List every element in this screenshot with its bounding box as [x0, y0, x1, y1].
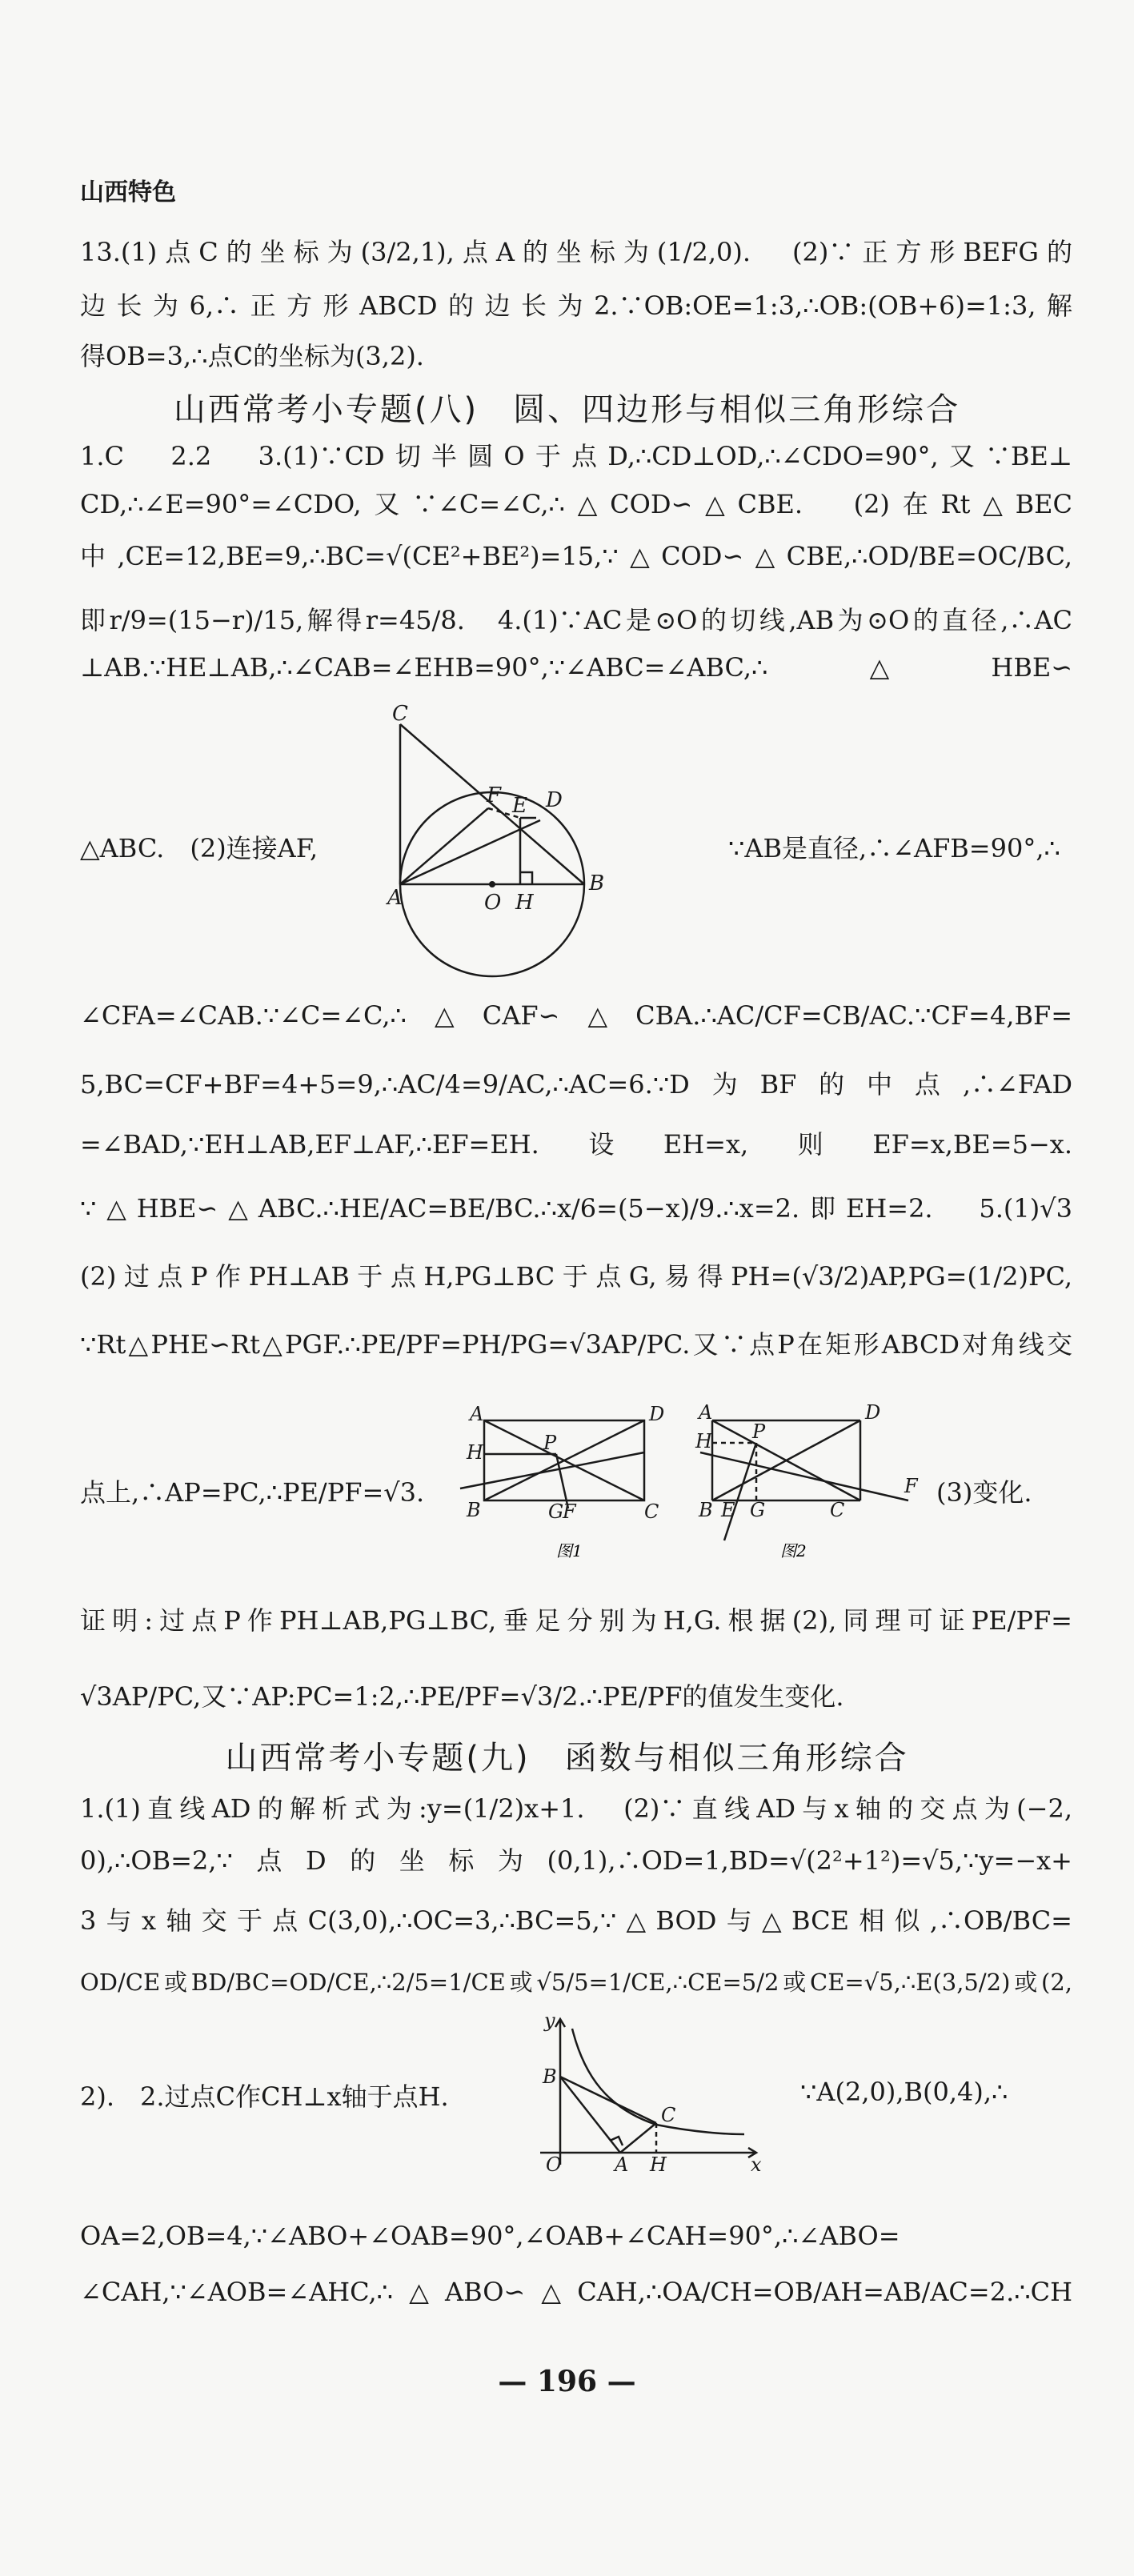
svg-text:B: B: [699, 1499, 713, 1521]
figure-caption: 图1: [556, 1541, 583, 1560]
text-line: ∵Rt△PHE∽Rt△PGF.∴PE/PF=PH/PG=√3AP/PC.又∵点P在矩形ABCD对角线交: [80, 1329, 1072, 1360]
text-line: 即r/9=(15−r)/15,解得r=45/8. 4.(1)∵AC是⊙O的切线,AB为⊙O的直径,∴AC: [80, 605, 1072, 635]
text-line: △ABC. (2)连接AF,: [80, 833, 319, 863]
svg-text:C: C: [661, 2104, 676, 2126]
text-line: CD,∴∠E=90°=∠CDO,又∵∠C=∠C,∴△COD∽△CBE. (2)在Rt△BEC: [80, 489, 1072, 519]
svg-text:C: C: [392, 702, 408, 726]
text-line: √3AP/PC,又∵AP:PC=1:2,∴PE/PF=√3/2.∴PE/PF的值发生变化.: [80, 1681, 844, 1712]
svg-text:E: E: [721, 1499, 735, 1521]
section-heading-8: 山西常考小专题(八) 圆、四边形与相似三角形综合: [173, 391, 961, 428]
svg-text:D: D: [865, 1401, 881, 1424]
svg-text:C: C: [830, 1499, 845, 1521]
text-line: ∵△HBE∽△ABC.∴HE/AC=BE/BC.∴x/6=(5−x)/9.∴x=2.即EH=2. 5.(1)√3: [80, 1193, 1072, 1224]
text-line: 5,BC=CF+BF=4+5=9,∴AC/4=9/AC,∴AC=6.∵D为BF的中点,∴∠FAD: [80, 1069, 1072, 1100]
text-line: 13.(1)点C的坐标为(3/2,1),点A的坐标为(1/2,0). (2)∵正方形BEFG的: [80, 237, 1072, 267]
text-line: ∵AB是直径,∴∠AFB=90°,∴: [728, 833, 1060, 863]
text-line: ⊥AB.∵HE⊥AB,∴∠CAB=∠EHB=90°,∵∠ABC=∠ABC,∴△HBE∽: [80, 652, 1072, 683]
rectangle-figures: [460, 1401, 918, 1564]
svg-text:A: A: [470, 1403, 484, 1425]
section-heading-9: 山西常考小专题(九) 函数与相似三角形综合: [225, 1740, 909, 1777]
text-line: 点上,∴AP=PC,∴PE/PF=√3.: [80, 1477, 425, 1508]
svg-text:G: G: [548, 1500, 564, 1523]
text-line: 1.C 2.2 3.(1)∵CD切半圆O于点D,∴CD⊥OD,∴∠CDO=90°,又∵BE⊥: [80, 441, 1072, 471]
svg-text:G: G: [750, 1499, 766, 1521]
text-line: 得OB=3,∴点C的坐标为(3,2).: [80, 341, 424, 371]
svg-text:H: H: [467, 1441, 483, 1464]
text-line: ∠CFA=∠CAB.∵∠C=∠C,∴△CAF∽△CBA.∴AC/CF=CB/AC.∵CF=4,BF=: [80, 1000, 1072, 1031]
svg-text:H: H: [650, 2153, 667, 2176]
svg-text:B: B: [589, 871, 605, 895]
svg-text:E: E: [512, 794, 527, 818]
svg-text:P: P: [543, 1432, 557, 1454]
svg-text:y: y: [544, 2009, 555, 2032]
svg-text:x: x: [751, 2153, 762, 2176]
text-line: OA=2,OB=4,∵∠ABO+∠OAB=90°,∠OAB+∠CAH=90°,∴∠ABO=: [80, 2221, 900, 2251]
svg-text:B: B: [467, 1499, 481, 1521]
svg-text:C: C: [644, 1500, 659, 1523]
svg-text:F: F: [563, 1500, 576, 1523]
figure-caption: 图2: [780, 1541, 807, 1560]
text-line: 1.(1)直线AD的解析式为:y=(1/2)x+1. (2)∵直线AD与x轴的交点为(−2,: [80, 1793, 1072, 1824]
svg-text:H: H: [695, 1430, 712, 1452]
page-number: — 196 —: [498, 2365, 636, 2398]
function-graph-figure: [536, 2009, 768, 2176]
svg-text:A: A: [387, 886, 403, 910]
svg-text:B: B: [543, 2065, 557, 2088]
text-line: 2). 2.过点C作CH⊥x轴于点H.: [80, 2081, 449, 2112]
text-line: =∠BAD,∵EH⊥AB,EF⊥AF,∴EF=EH.设EH=x,则EF=x,BE=5−x.: [80, 1129, 1072, 1160]
svg-text:F: F: [487, 783, 502, 807]
text-line: 中,CE=12,BE=9,∴BC=√(CE²+BE²)=15,∵△COD∽△CBE,∴OD/BE=OC/BC,: [80, 541, 1072, 571]
svg-text:A: A: [615, 2153, 629, 2176]
text-line: OD/CE或BD/BC=OD/CE,∴2/5=1/CE或√5/5=1/CE,∴CE=5/2或CE=√5,∴E(3,5/2)或(2,: [80, 1969, 1072, 1996]
text-line: 3与x轴交于点C(3,0),∴OC=3,∴BC=5,∵△BOD与△BCE相似,∴OB/BC=: [80, 1905, 1072, 1936]
svg-text:P: P: [752, 1420, 766, 1443]
svg-text:D: D: [649, 1403, 665, 1425]
svg-text:F: F: [904, 1475, 918, 1497]
svg-text:A: A: [699, 1401, 713, 1424]
section-label: 山西特色: [80, 178, 176, 206]
svg-text:O: O: [546, 2153, 562, 2176]
svg-text:H: H: [515, 891, 534, 915]
text-line: ∵A(2,0),B(0,4),∴: [800, 2077, 1008, 2107]
text-line: (2)过点P作PH⊥AB于点H,PG⊥BC于点G,易得PH=(√3/2)AP,PG=(1/2)PC,: [80, 1261, 1072, 1292]
circle-figure: [387, 702, 616, 960]
text-line: (3)变化.: [936, 1477, 1032, 1508]
svg-text:D: D: [546, 788, 563, 812]
text-line: 边长为6,∴正方形ABCD的边长为2.∵OB:OE=1:3,∴OB:(OB+6)=1:3,解: [80, 290, 1072, 321]
svg-text:O: O: [484, 891, 502, 915]
text-line: ∠CAH,∵∠AOB=∠AHC,∴△ABO∽△CAH,∴OA/CH=OB/AH=AB/AC=2.∴CH: [80, 2277, 1072, 2307]
text-line: 证明:过点P作PH⊥AB,PG⊥BC,垂足分别为H,G.根据(2),同理可证PE/PF=: [80, 1605, 1072, 1636]
text-line: 0),∴OB=2,∵点D的坐标为(0,1),∴OD=1,BD=√(2²+1²)=√5,∵y=−x+: [80, 1845, 1072, 1876]
